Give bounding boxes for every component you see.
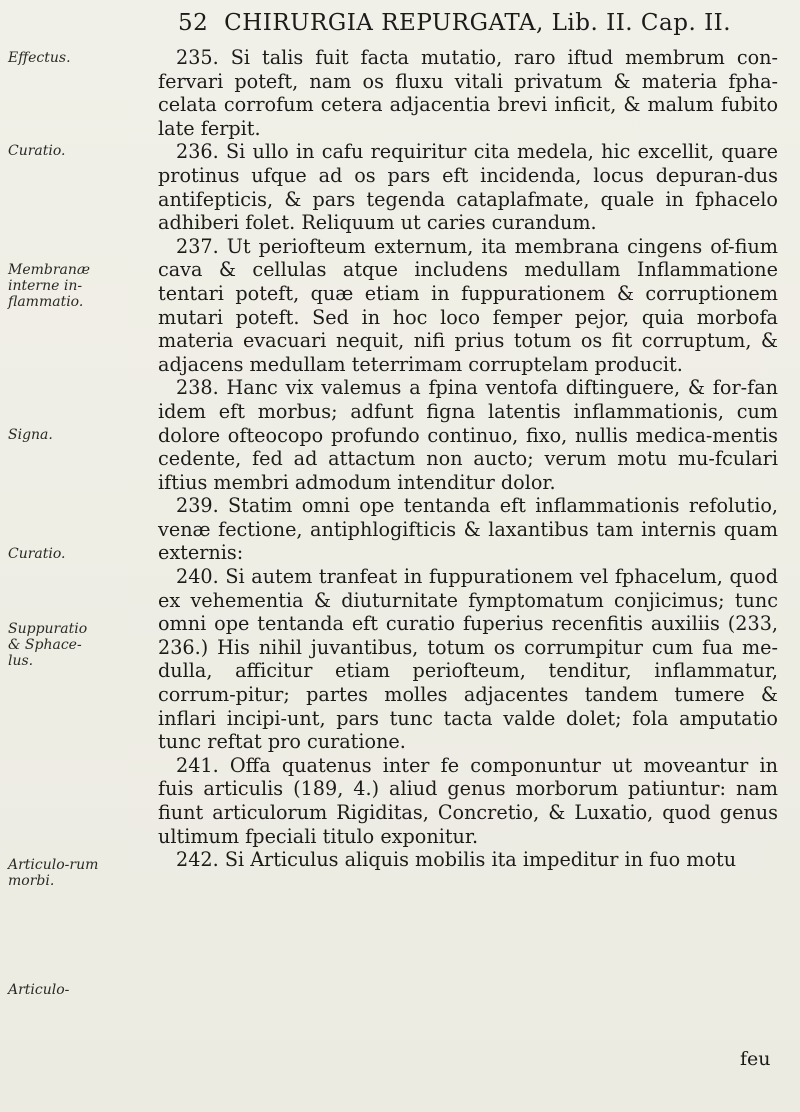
margin-note-articulo: Articulo- [8, 982, 70, 998]
paragraph-241: 241. Offa quatenus inter fe componuntur ut moveantur in fuis articulis (189, 4.) aliud genus morborum patiuntur: nam fiunt articulorum Rigiditas, Concretio, & Luxatio, quod genus ultimum fpeciali titulo exponitur. [158, 753, 778, 848]
paragraph-238: 238. Hanc vix valemus a fpina ventofa diftinguere, & for-fan idem eft morbus; adfunt figna latentis inflammationis, cum dolore ofteocopo profundo continuo, fixo, nullis medica-mentis cedente, fed ad attactum non aucto; verum motu mu-fculari iftius membri admodum intenditur dolor. [158, 376, 778, 494]
margin-note-curatio: Curatio. [8, 143, 66, 159]
margin-note-suppuratio: Suppuratio & Sphace-lus. [8, 621, 88, 669]
paragraph-242: 242. Si Articulus aliquis mobilis ita impeditur in fuo motu [176, 848, 737, 872]
paragraph-235: 235. Si talis fuit facta mutatio, raro iftud membrum con-fervari poteft, nam os fluxu vitali privatum & materia fpha-celata corrofum cetera adjacentia brevi inficit, & malum fubito late ferpit. [158, 46, 778, 140]
running-title: CHIRURGIA REPURGATA, Lib. II. Cap. II. [224, 10, 732, 36]
running-header [178, 10, 731, 36]
page-number: 52 [178, 10, 209, 36]
margin-note-signa: Signa. [8, 427, 53, 443]
margin-note-effectus: Effectus. [8, 50, 71, 66]
catchword: feu [740, 1048, 771, 1070]
margin-note-curatio-2: Curatio. [8, 546, 66, 562]
paragraph-239: 239. Statim omni ope tentanda eft inflammationis refolutio, venæ fectione, antiphlogifticis & laxantibus tam internis quam externis: [158, 494, 778, 565]
paragraph-236: 236. Si ullo in cafu requiritur cita medela, hic excellit, quare protinus ufque ad os pars eft incidenda, locus depuran-dus antifepticis, & pars tegenda cataplafmate, quale in fphacelo adhiberi folet. Reliquum ut caries curandum. [158, 140, 778, 235]
paragraph-237: 237. Ut periofteum externum, ita membrana cingens of-fium cava & cellulas atque includens medullam Inflammatione tentari poteft, quæ etiam in fuppurationem & corruptionem mutari poteft. Sed in hoc loco femper pejor, quia morbofa materia evacuari nequit, nifi prius totum os fit corruptum, & adjacens medullam teterrimam corruptelam producit. [158, 234, 778, 376]
margin-note-articulorum: Articulo-rum morbi. [8, 857, 99, 889]
main-text [158, 46, 778, 872]
margin-note-membranae: Membranæ interne in-flammatio. [8, 262, 91, 310]
paragraph-240: 240. Si autem tranfeat in fuppurationem vel fphacelum, quod ex vehementia & diuturnitate fymptomatum conjicimus; tunc omni ope tentanda eft curatio fuperius recenfitis auxiliis (233, 236.) His nihil juvantibus, totum os corrumpitur cum fua me-dulla, afficitur etiam periofteum, tenditur, inflammatur, corrum-pitur; partes molles adjacentes tandem tumere & inflari incipi-unt, pars tunc tacta valde dolet; fola amputatio tunc reftat pro curatione. [158, 565, 778, 754]
